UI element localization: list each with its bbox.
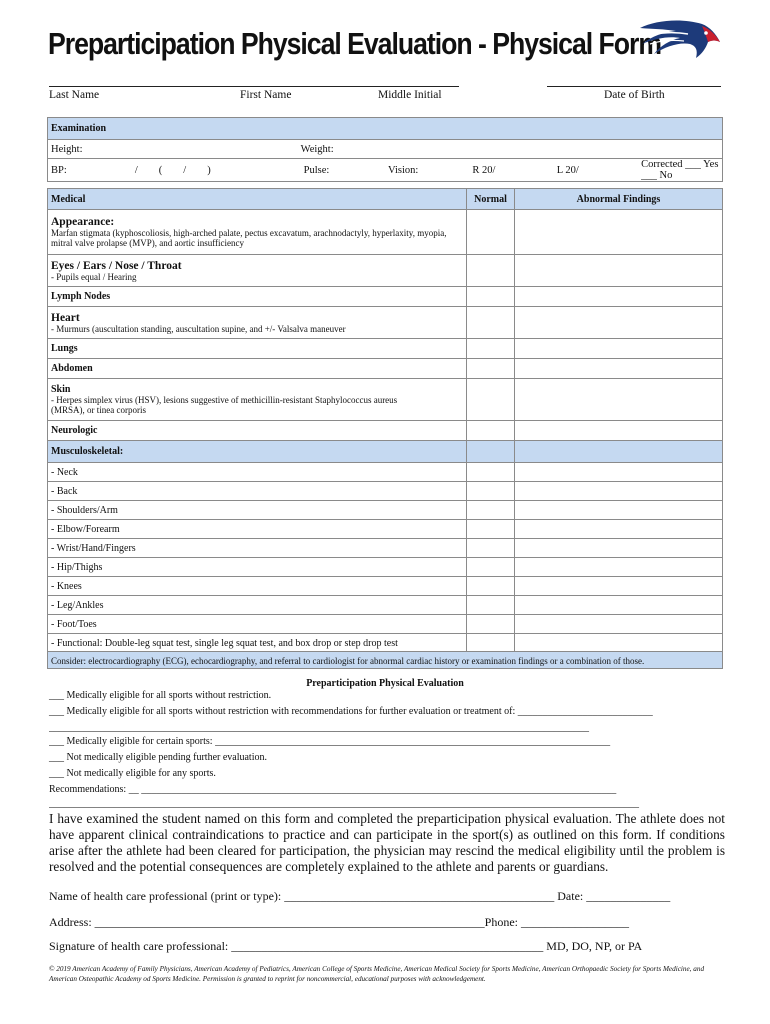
first-name-label: First Name (240, 89, 292, 101)
normal-cell[interactable] (467, 441, 515, 463)
abnormal-cell[interactable] (515, 577, 723, 596)
abnormal-cell[interactable] (515, 379, 723, 421)
physician-statement: I have examined the student named on this form and completed the preparticipation physical evaluation. The athlete does not have apparent clinical contraindications to practice and can participate in the sport(s) as outlined on this form. If conditions arise after the athlete had been cleared for participation, the physician may rescind the medical eligibility until the problem is resolved and the potential consequences are completely explained to the athlete and parents or guardians. (49, 811, 725, 874)
dob-line[interactable] (547, 86, 721, 87)
address-field[interactable]: Address: _________________________________________________________________Phone: __________________ (49, 915, 629, 929)
abnormal-cell[interactable] (515, 359, 723, 379)
heart-label: Heart (51, 311, 80, 324)
form-title: Preparticipation Physical Evaluation - Physical Form (48, 26, 662, 61)
normal-cell[interactable] (467, 210, 515, 255)
normal-cell[interactable] (467, 482, 515, 501)
msk-item: - Shoulders/Arm (48, 501, 467, 520)
copyright-notice: © 2019 American Academy of Family Physicians, American Academy of Pediatrics, American College of Sports Medicine, American Medical Society for Sports Medicine, American Orthopaedic Society for Sports Medicine, and American Osteopathic Academy od Sports Medicine. Permission is granted to reprint for noncommercial, educational purposes with acknowledgement. (49, 965, 705, 983)
skin-detail: - Herpes simplex virus (HSV), lesions suggestive of methicillin-resistant Staphylococcus aureus (MRSA), or tinea corporis (51, 395, 398, 415)
corrected-field[interactable]: Corrected ___ Yes ___ No (638, 159, 722, 182)
musculoskeletal-header: Musculoskeletal: (48, 441, 467, 463)
normal-cell[interactable] (467, 421, 515, 441)
abnormal-cell[interactable] (515, 255, 723, 287)
abnormal-cell[interactable] (515, 482, 723, 501)
option-eligible-all[interactable]: ___ Medically eligible for all sports without restriction. (49, 690, 272, 701)
normal-cell[interactable] (467, 596, 515, 615)
normal-cell[interactable] (467, 558, 515, 577)
bp-separator: ( (158, 164, 163, 176)
option-eligible-certain-sports[interactable]: ___ Medically eligible for certain sports: _______________________________________________________________________________ (49, 736, 611, 747)
neurologic-label: Neurologic (48, 421, 467, 441)
msk-item: - Back (48, 482, 467, 501)
msk-item: - Functional: Double-leg squat test, single leg squat test, and box drop or step drop test (48, 634, 467, 653)
normal-cell[interactable] (467, 307, 515, 339)
consider-note: Consider: electrocardiography (ECG), echocardiography, and referral to cardiologist for abnormal cardiac history or examination findings or a combination of those. (47, 651, 723, 669)
normal-cell[interactable] (467, 463, 515, 482)
abnormal-cell[interactable] (515, 501, 723, 520)
vision-left-field[interactable]: L 20/ (554, 159, 638, 182)
examination-header: Examination (48, 118, 723, 140)
abnormal-header: Abnormal Findings (515, 189, 723, 210)
recommendation-continuation-line[interactable]: ____________________________________________________________________________________________________________ (49, 722, 589, 733)
heart-row (48, 307, 467, 339)
abnormal-cell[interactable] (515, 307, 723, 339)
normal-cell[interactable] (467, 539, 515, 558)
option-not-eligible-any[interactable]: ___ Not medically eligible for any sports. (49, 768, 216, 779)
normal-cell[interactable] (467, 379, 515, 421)
abnormal-cell[interactable] (515, 615, 723, 634)
abnormal-cell[interactable] (515, 421, 723, 441)
normal-cell[interactable] (467, 577, 515, 596)
medical-table (47, 188, 723, 653)
heart-detail: - Murmurs (auscultation standing, auscultation supine, and +/- Valsalva maneuver (51, 323, 346, 334)
last-name-label: Last Name (49, 89, 100, 101)
abnormal-cell[interactable] (515, 520, 723, 539)
abnormal-cell[interactable] (515, 596, 723, 615)
bp-separator: / (134, 164, 138, 176)
recommendations-field[interactable]: Recommendations: __ _______________________________________________________________________________________________ (49, 784, 617, 795)
normal-cell[interactable] (467, 339, 515, 359)
appearance-row (48, 210, 467, 255)
normal-cell[interactable] (467, 520, 515, 539)
height-field[interactable]: Height: (48, 140, 301, 159)
lungs-label: Lungs (48, 339, 467, 359)
abnormal-cell[interactable] (515, 558, 723, 577)
medical-header: Medical (48, 189, 467, 210)
abdomen-label: Abdomen (48, 359, 467, 379)
msk-item: - Leg/Ankles (48, 596, 467, 615)
lymph-label: Lymph Nodes (48, 287, 467, 307)
abnormal-cell[interactable] (515, 287, 723, 307)
abnormal-cell[interactable] (515, 210, 723, 255)
bp-label: BP: (48, 159, 132, 182)
skin-label: Skin (51, 384, 71, 395)
name-line[interactable] (49, 86, 459, 87)
abnormal-cell[interactable] (515, 339, 723, 359)
option-eligible-with-recommendations[interactable]: ___ Medically eligible for all sports without restriction with recommendations for further evaluation or treatment of: ___________________________ (49, 706, 653, 717)
msk-item: - Elbow/Forearm (48, 520, 467, 539)
normal-cell[interactable] (467, 287, 515, 307)
abnormal-cell[interactable] (515, 441, 723, 463)
weight-field[interactable]: Weight: (301, 140, 723, 159)
signature-field[interactable]: Signature of health care professional: ____________________________________________________ MD, DO, NP, or PA (49, 939, 643, 953)
skin-row (48, 379, 467, 421)
option-not-eligible-pending[interactable]: ___ Not medically eligible pending further evaluation. (49, 752, 267, 763)
abnormal-cell[interactable] (515, 539, 723, 558)
normal-cell[interactable] (467, 501, 515, 520)
vision-label: Vision: (385, 159, 469, 182)
abnormal-cell[interactable] (515, 634, 723, 653)
bp-separator: ) (207, 164, 211, 176)
appearance-detail: Marfan stigmata (kyphoscoliosis, high-arched palate, pectus excavatum, arachnodactyly, hyperlaxity, myopia, mitral valve prolapse (MVP), and aortic insufficiency (51, 228, 447, 248)
normal-cell[interactable] (467, 634, 515, 653)
evaluation-title: Preparticipation Physical Evaluation (306, 678, 464, 689)
recommendations-continuation-line[interactable]: ______________________________________________________________________________________________________________________ (49, 798, 639, 809)
eent-label: Eyes / Ears / Nose / Throat (51, 259, 182, 272)
msk-item: - Foot/Toes (48, 615, 467, 634)
msk-item: - Neck (48, 463, 467, 482)
eent-detail: - Pupils equal / Hearing (51, 271, 137, 282)
msk-item: - Knees (48, 577, 467, 596)
middle-initial-label: Middle Initial (378, 89, 442, 101)
msk-item: - Hip/Thighs (48, 558, 467, 577)
normal-header: Normal (467, 189, 515, 210)
abnormal-cell[interactable] (515, 463, 723, 482)
appearance-label: Appearance: (51, 216, 115, 228)
provider-name-field[interactable]: Name of health care professional (print or type): _____________________________________________ Date: ______________ (49, 889, 671, 903)
bp-separator: / (183, 164, 187, 176)
pulse-field[interactable]: Pulse: (301, 159, 385, 182)
normal-cell[interactable] (467, 359, 515, 379)
normal-cell[interactable] (467, 255, 515, 287)
msk-item: - Wrist/Hand/Fingers (48, 539, 467, 558)
vision-right-field[interactable]: R 20/ (469, 159, 553, 182)
examination-table (47, 117, 723, 182)
bp-field[interactable] (132, 159, 216, 182)
hawk-head-logo (636, 18, 722, 66)
eent-row (48, 255, 467, 287)
dob-label: Date of Birth (604, 89, 665, 101)
normal-cell[interactable] (467, 615, 515, 634)
